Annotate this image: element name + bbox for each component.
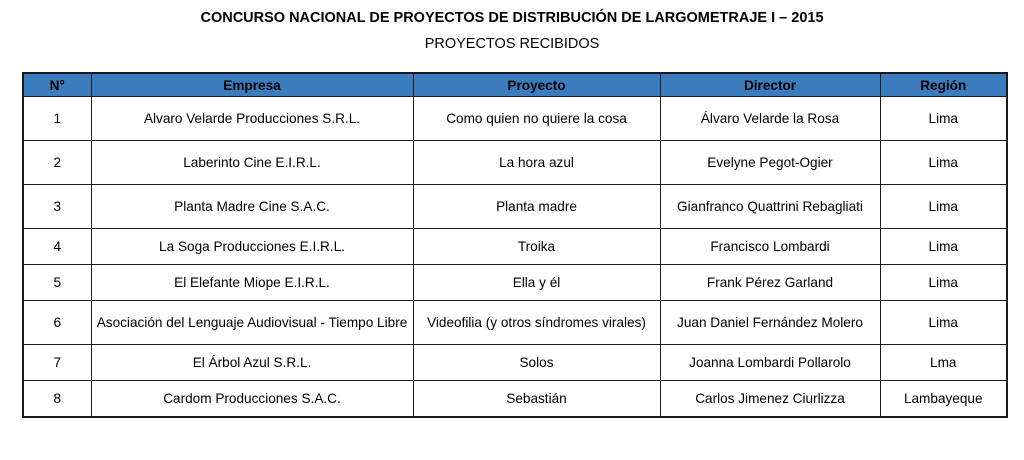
cell-director: Evelyne Pegot-Ogier <box>660 141 880 185</box>
table-row <box>23 97 1007 141</box>
column-header-proyecto: Proyecto <box>413 73 660 97</box>
cell-director: Gianfranco Quattrini Rebagliati <box>660 185 880 229</box>
cell-empresa: El Elefante Miope E.I.R.L. <box>91 265 413 301</box>
cell-proyecto: La hora azul <box>413 141 660 185</box>
cell-region: Lima <box>880 141 1007 185</box>
column-header-director: Director <box>660 73 880 97</box>
table-row <box>23 381 1007 418</box>
table-header-row <box>23 73 1007 97</box>
cell-region: Lima <box>880 185 1007 229</box>
cell-director: Álvaro Velarde la Rosa <box>660 97 880 141</box>
cell-empresa: Alvaro Velarde Producciones S.R.L. <box>91 97 413 141</box>
cell-empresa: Asociación del Lenguaje Audiovisual - Tiempo Libre <box>91 301 413 345</box>
table-row <box>23 141 1007 185</box>
table-row <box>23 185 1007 229</box>
document-header <box>0 0 1024 54</box>
cell-proyecto: Videofilia (y otros síndromes virales) <box>413 301 660 345</box>
cell-director: Joanna Lombardi Pollarolo <box>660 345 880 381</box>
cell-num: 1 <box>23 97 91 141</box>
cell-director: Frank Pérez Garland <box>660 265 880 301</box>
cell-region: Lima <box>880 265 1007 301</box>
table-header <box>23 73 1007 97</box>
column-header-region: Región <box>880 73 1007 97</box>
cell-empresa: La Soga Producciones E.I.R.L. <box>91 229 413 265</box>
table-row <box>23 229 1007 265</box>
cell-num: 2 <box>23 141 91 185</box>
projects-table <box>22 72 1008 418</box>
table-row <box>23 301 1007 345</box>
cell-region: Lima <box>880 97 1007 141</box>
column-header-empresa: Empresa <box>91 73 413 97</box>
cell-num: 7 <box>23 345 91 381</box>
cell-region: Lambayeque <box>880 381 1007 418</box>
page-title: CONCURSO NACIONAL DE PROYECTOS DE DISTRIBUCIÓN DE LARGOMETRAJE I – 2015 <box>200 10 824 26</box>
cell-region: Lima <box>880 229 1007 265</box>
cell-director: Carlos Jimenez Ciurlizza <box>660 381 880 418</box>
cell-num: 6 <box>23 301 91 345</box>
cell-region: Lima <box>880 301 1007 345</box>
cell-num: 5 <box>23 265 91 301</box>
cell-proyecto: Troika <box>413 229 660 265</box>
cell-director: Juan Daniel Fernández Molero <box>660 301 880 345</box>
cell-empresa: Planta Madre Cine S.A.C. <box>91 185 413 229</box>
table-row <box>23 265 1007 301</box>
column-header-num: N° <box>23 73 91 97</box>
cell-empresa: Cardom Producciones S.A.C. <box>91 381 413 418</box>
cell-num: 3 <box>23 185 91 229</box>
table-body <box>23 97 1007 418</box>
projects-table-container <box>22 72 1006 418</box>
cell-director: Francisco Lombardi <box>660 229 880 265</box>
cell-empresa: El Árbol Azul S.R.L. <box>91 345 413 381</box>
cell-proyecto: Planta madre <box>413 185 660 229</box>
cell-proyecto: Como quien no quiere la cosa <box>413 97 660 141</box>
cell-proyecto: Sebastián <box>413 381 660 418</box>
cell-region: Lma <box>880 345 1007 381</box>
table-row <box>23 345 1007 381</box>
cell-num: 4 <box>23 229 91 265</box>
page-subtitle: PROYECTOS RECIBIDOS <box>424 36 600 52</box>
cell-empresa: Laberinto Cine E.I.R.L. <box>91 141 413 185</box>
cell-num: 8 <box>23 381 91 418</box>
cell-proyecto: Solos <box>413 345 660 381</box>
cell-proyecto: Ella y él <box>413 265 660 301</box>
